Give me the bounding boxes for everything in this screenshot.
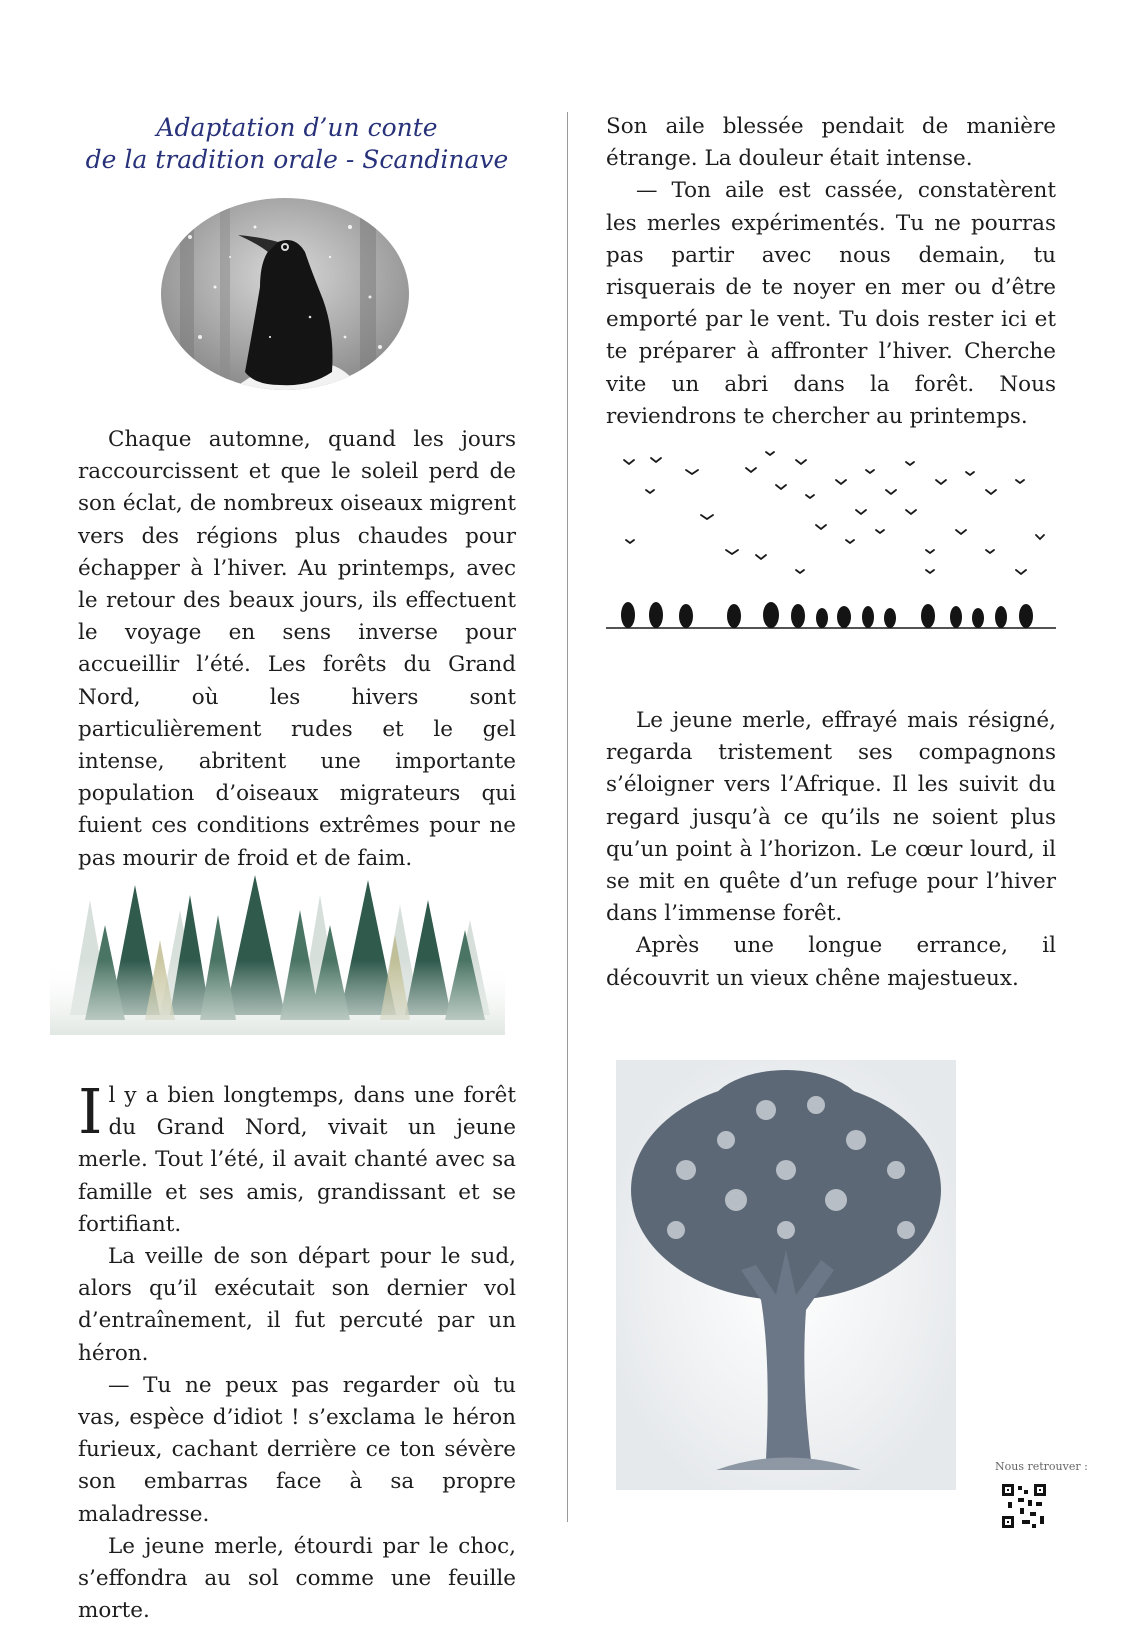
column-divider bbox=[567, 112, 568, 1522]
departure-watching-paragraph: Le jeune merle, effrayé mais résigné, regarda tristement ses compagnons s’éloigner vers l’Afrique. Il les suivit du regard jusqu’à ce qu’ils ne soient plus qu’un point à l’horizon. Le cœur lourd, il se mit en quête d’un refuge pour l’hiver dans l’immense forêt. bbox=[606, 708, 1056, 927]
forest-illustration bbox=[50, 840, 505, 1035]
wing-paragraph: Son aile blessée pendait de manière étrange. La douleur était intense. bbox=[606, 114, 1056, 172]
oak-discovery-paragraph: Après une longue errance, il découvrit un vieux chêne majestueux. bbox=[606, 933, 1056, 991]
departure-paragraph: La veille de son départ pour le sud, alors qu’il exécutait son dernier vol d’entraînement, il fut percuté par un héron. bbox=[78, 1244, 516, 1366]
intro-paragraph: Chaque automne, quand les jours raccourcissent et que le soleil perd de son éclat, de nombreux oiseaux migrent vers des régions plus chaudes pour échapper à l’hiver. Au printemps, avec le retour des beaux jours, ils effectuent le voyage en sens inverse pour accueillir l’été. Les forêts du Grand Nord, où les hivers sont particulièrement rudes et le gel intense, abritent une importante population d’oiseaux migrateurs qui fuient ces conditions extrêmes pour ne pas mourir de froid et de faim. bbox=[78, 427, 516, 871]
oak-tree-illustration bbox=[616, 1060, 956, 1490]
qr-label: Nous retrouver : bbox=[995, 1460, 1088, 1473]
qr-code-icon[interactable] bbox=[1000, 1482, 1048, 1530]
fall-paragraph: Le jeune merle, étourdi par le choc, s’effondra au sol comme une feuille morte. bbox=[78, 1533, 516, 1624]
story-title bbox=[78, 112, 516, 176]
story-opening-paragraph bbox=[78, 1075, 516, 1241]
blackbird-snow-illustration bbox=[160, 197, 410, 392]
story-opening-text: l y a bien longtemps, dans une forêt du Grand Nord, vivait un jeune merle. Tout l’été, il avait chanté avec sa famille et ses amis, grandissant et se fortifiant. bbox=[78, 1083, 516, 1237]
migrating-birds-illustration bbox=[606, 440, 1056, 650]
elder-blackbirds-paragraph: — Ton aile est cassée, constatèrent les merles expérimentés. Tu ne pourras pas partir avec nous demain, tu risquerais de te noyer en mer ou d’être emporté par le vent. Tu dois rester ici et te préparer à affronter l’hiver. Cherche vite un abri dans la forêt. Nous reviendrons te chercher au printemps. bbox=[606, 178, 1056, 429]
title-line-1: Adaptation d’un conte bbox=[156, 113, 438, 142]
title-line-2: de la tradition orale - Scandinave bbox=[85, 145, 509, 174]
heron-dialogue-paragraph: — Tu ne peux pas regarder où tu vas, espèce d’idiot ! s’exclama le héron furieux, cachant derrière ce ton sévère son embarras face à sa propre maladresse. bbox=[78, 1372, 516, 1527]
drop-cap: I bbox=[78, 1075, 103, 1148]
